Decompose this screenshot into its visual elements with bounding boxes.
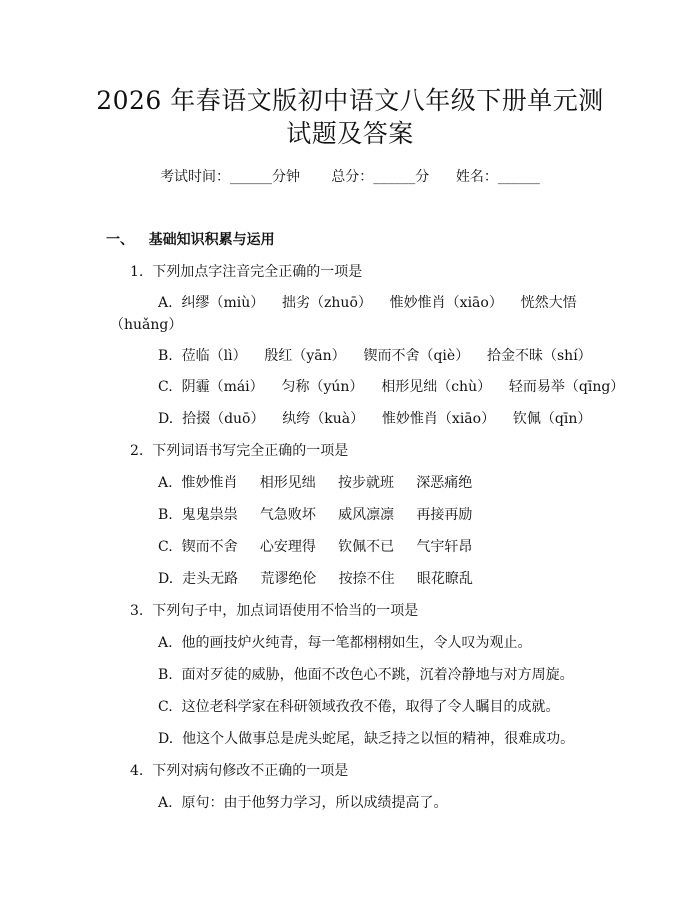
q2-option-b: B. 鬼鬼祟祟 气急败坏 威风凛凛 再接再励: [158, 507, 473, 523]
q3-option-d: D. 他这个人做事总是虎头蛇尾，缺乏持之以恒的精神，很难成功。: [158, 731, 575, 747]
q2-stem: 2. 下列词语书写完全正确的一项是: [130, 443, 349, 459]
student-name-label: 姓名：______: [455, 169, 540, 185]
q4-option-a: A. 原句：由于他努力学习，所以成绩提高了。: [158, 795, 448, 811]
q1-option-a-wrap: （huǎng）: [110, 317, 183, 333]
q2-option-d: D. 走头无路 荒谬绝伦 按捺不住 眼花瞭乱: [158, 571, 473, 587]
q1-option-b: B. 莅临（lì） 殷红（yān） 锲而不舍（qiè） 拾金不昧（shí）: [158, 348, 592, 364]
q1-option-a: A. 纠缪（miù） 拙劣（zhuō） 惟妙惟肖（xiāo） 恍然大悟: [158, 295, 577, 311]
exam-time-label: 考试时间：______分钟: [160, 169, 301, 185]
total-score-label: 总分：______分: [331, 169, 430, 185]
q4-stem: 4. 下列对病句修改不正确的一项是: [130, 763, 349, 779]
doc-title-line2: 试题及答案: [286, 119, 414, 148]
q3-option-a: A. 他的画技炉火纯青，每一笔都栩栩如生，令人叹为观止。: [158, 635, 532, 651]
section-1-title: 一、 基础知识积累与运用: [106, 232, 275, 248]
q2-option-c: C. 锲而不舍 心安理得 钦佩不已 气宇轩昂: [158, 539, 473, 555]
doc-title-line1: 2026 年春语文版初中语文八年级下册单元测: [96, 86, 604, 115]
q3-option-b: B. 面对歹徒的威胁，他面不改色心不跳，沉着冷静地与对方周旋。: [158, 667, 574, 683]
q1-stem: 1. 下列加点字注音完全正确的一项是: [130, 264, 363, 280]
q3-stem: 3. 下列句子中，加点词语使用不恰当的一项是: [130, 603, 419, 619]
q1-option-c: C. 阴霾（mái） 匀称（yún） 相形见绌（chù） 轻而易举（qīng）: [158, 379, 625, 395]
q1-option-d: D. 拾掇（duō） 纨绔（kuà） 惟妙惟肖（xiāo） 钦佩（qīn）: [158, 411, 592, 427]
q2-option-a: A. 惟妙惟肖 相形见绌 按步就班 深恶痛绝: [158, 475, 473, 491]
q3-option-c: C. 这位老科学家在科研领域孜孜不倦，取得了令人瞩目的成就。: [158, 699, 560, 715]
exam-meta: [0, 167, 700, 187]
